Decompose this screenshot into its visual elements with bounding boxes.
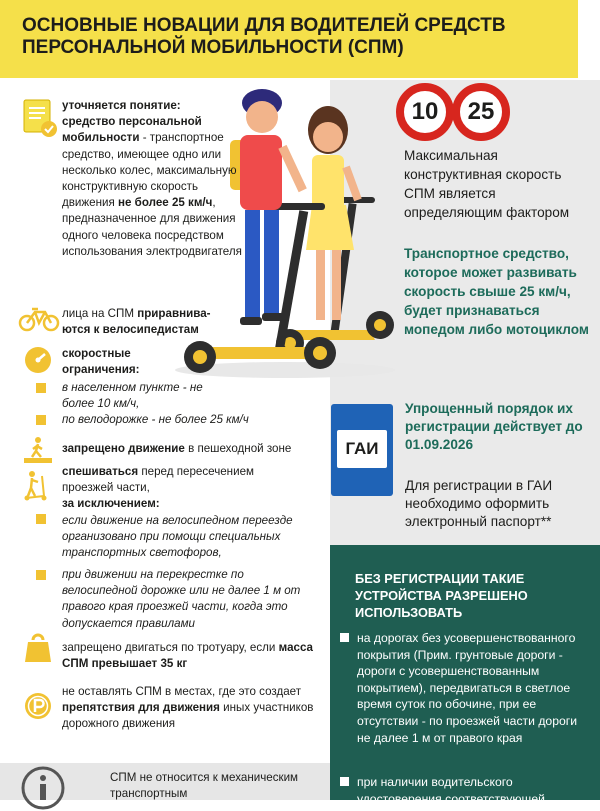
- cyclists-pre: лица на СПМ: [62, 307, 138, 320]
- dismount-item-1: если движение на велосипедном переезде организовано при помощи специальных транспортных светофоров,: [62, 514, 293, 560]
- bullet: [340, 777, 349, 786]
- bullet: [36, 415, 46, 425]
- gai-sign-label: ГАИ: [345, 439, 379, 458]
- definition-text: [62, 98, 252, 260]
- bottom-note: СПМ не относится к механическим транспортным: [110, 771, 299, 801]
- page-title: ОСНОВНЫЕ НОВАЦИИ ДЛЯ ВОДИТЕЛЕЙ СРЕДСТВ ПЕРСОНАЛЬНОЙ МОБИЛЬНОСТИ (СПМ): [22, 15, 506, 58]
- pedestrian-rest: в пешеходной зоне: [184, 442, 292, 455]
- bullet: [36, 514, 46, 524]
- dismount-exception: за исключением:: [62, 497, 160, 511]
- speedometer-icon: [24, 346, 52, 374]
- speed-sign-10: [396, 83, 454, 141]
- parking-text: [62, 684, 318, 733]
- definition-speed: не более 25 км/ч: [117, 196, 213, 210]
- definition-term: средство персональной мобильности: [62, 115, 202, 145]
- speed-item-1: в населенном пункте - не более 10 км/ч,: [62, 381, 203, 411]
- document-check-icon: [22, 98, 58, 138]
- pedestrian-bold: запрещено движение: [62, 442, 185, 455]
- dismount-item-2: при движении на перекрестке по велосипедной дорожке или не далее 1 м от правого края проезжей части, когда это допускается правилами: [62, 568, 301, 630]
- cyclists-bold: приравнива-ются к велосипедистам: [62, 307, 211, 337]
- sidewalk-bold: масса СПМ превышает 35 кг: [62, 641, 313, 671]
- parking-bold: препятствия для движения: [62, 701, 220, 715]
- bullet: [36, 570, 46, 580]
- gai-sign-plate: [337, 430, 387, 468]
- weight-icon: [24, 632, 52, 664]
- dismount-rest: перед пересечением проезжей части,: [62, 465, 254, 495]
- no-registration-item-1: на дорогах без усовершенствованного покрытия (Прим. грунтовые дороги - дороги с усовершенствованным покрытием), передвигаться в светлое время суток по обочине, при ее отсутствии - по проезжей части дороги не далее 1 м от правого края: [357, 631, 578, 745]
- bullet: [36, 383, 46, 393]
- gai-body: Для регистрации в ГАИ необходимо оформить электронный паспорт**: [405, 478, 553, 529]
- sidewalk-text: [62, 640, 318, 672]
- cyclists-text: [62, 306, 222, 338]
- moped-text: Транспортное средство, которое может развивать скорость свыше 25 км/ч, будет признаваться мопедом либо мотоциклом: [404, 246, 589, 337]
- gai-heading: Упрощенный порядок их регистрации действует до 01.09.2026: [405, 401, 583, 452]
- dismount-text: [62, 464, 262, 513]
- sidewalk-pre: запрещено двигаться по тротуару, если: [62, 641, 279, 654]
- definition-body-2: , предназначенное для движения одного человека посредством использования электродвигателя: [62, 196, 242, 258]
- bicycle-icon: [18, 306, 60, 332]
- info-icon: [20, 765, 66, 811]
- speed-sign-25: [452, 83, 510, 141]
- pedestrian-text: [62, 441, 322, 457]
- no-registration-box: [330, 545, 600, 806]
- definition-lead: уточняется понятие:: [62, 99, 181, 112]
- speed-sign-25-label: 25: [467, 98, 495, 125]
- no-registration-item-2: при наличии водительского удостоверения соответствующей: [357, 775, 545, 806]
- parking-rest: иных участников дорожного движения: [62, 701, 314, 731]
- dismount-bold: спешиваться: [62, 465, 139, 478]
- pedestrian-icon: [24, 436, 52, 464]
- parking-pre: не оставлять СПМ в местах, где это создает: [62, 685, 302, 698]
- gai-sign: [331, 404, 393, 496]
- person-scooter-icon: [22, 470, 52, 502]
- max-speed-text: Максимальная конструктивная скорость СПМ является определяющим фактором: [404, 148, 570, 220]
- parking-icon: [24, 692, 52, 720]
- definition-body-1: - транспортное средство, имеющее одно или несколько колес, максимальную конструктивную скорость движения: [62, 131, 237, 210]
- bullet: [340, 633, 349, 642]
- speed-sign-10-label: 10: [411, 98, 439, 125]
- header: [0, 0, 600, 88]
- no-registration-heading: БЕЗ РЕГИСТРАЦИИ ТАКИЕ УСТРОЙСТВА РАЗРЕШЕНО ИСПОЛЬЗОВАТЬ: [355, 571, 528, 620]
- speed-item-2: по велодорожке - не более 25 км/ч: [62, 413, 249, 426]
- speed-heading: скоростные ограничения:: [62, 347, 140, 377]
